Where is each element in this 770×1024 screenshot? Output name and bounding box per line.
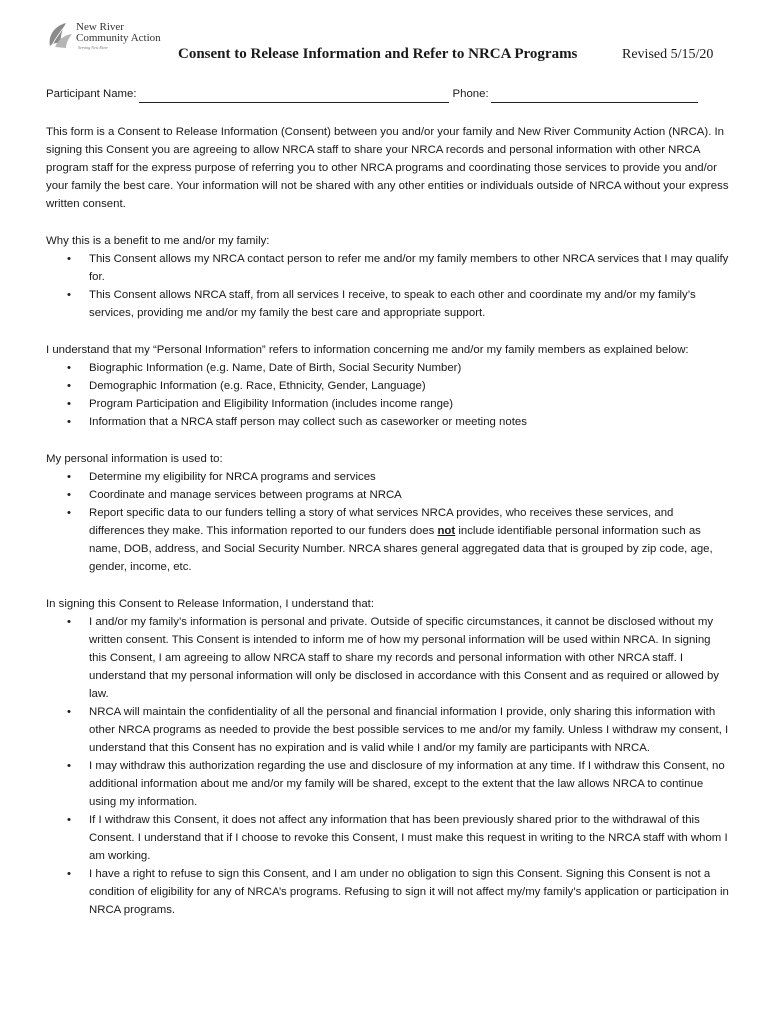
- intro-paragraph: This form is a Consent to Release Information (Consent) between you and/or your family and New River Community Action (NRCA). In signing this Consent you are agreeing to allow NRCA staff to share your NRCA records and personal information with other NRCA program staff for the express purpose of referring you to other NRCA programs and coordinating those services to provide you and/or your family the best care. Your information will not be shared with any other entities or individuals outside of NRCA without your express written consent.: [46, 126, 729, 210]
- participant-name-field: [46, 85, 449, 103]
- logo-tagline: Serving New River: [78, 45, 108, 50]
- list-item: • If I withdraw this Consent, it does not affect any information that has been previously shared prior to the withdrawal of this Consent. I understand that if I choose to revoke this Consent, I must make this request in writing to the NRCA staff with whom I am working.: [46, 811, 730, 865]
- list-item: • I have a right to refuse to sign this Consent, and I am under no obligation to sign this Consent. Signing this Consent is not a condition of eligibility for any of NRCA’s programs. Refusing to sign it will not affect my/my family’s application or participation in NRCA programs.: [46, 865, 730, 919]
- document-body: [46, 85, 730, 919]
- leaf-emblem-icon: [46, 20, 74, 50]
- understanding-section: [46, 595, 730, 919]
- phone-label: Phone:: [452, 88, 489, 100]
- list-item: • This Consent allows my NRCA contact person to refer me and/or my family members to other NRCA services that I may qualify for.: [46, 250, 730, 286]
- benefit-section: [46, 232, 730, 322]
- logo-line-1: New River: [76, 21, 124, 33]
- list-item: • I and/or my family’s information is personal and private. Outside of specific circumstances, it cannot be disclosed without my written consent. This Consent is intended to inform me of how my personal information will be used within NRCA. In signing this Consent, I am agreeing to allow NRCA staff to share my records and personal information with other NRCA staff. I understand that my personal information will only be disclosed in accordance with this Consent and as required or allowed by law.: [46, 613, 730, 703]
- funder-report-text-start: Report specific data to our funders telling a story of what services NRCA provides, who receives these services, and differences they make. This information reported to our funders does: [89, 507, 674, 537]
- usage-section: [46, 450, 730, 576]
- personal-info-list: [46, 359, 730, 431]
- nrca-logo: [46, 18, 171, 52]
- list-item: • Information that a NRCA staff person may collect such as caseworker or meeting notes: [46, 413, 730, 431]
- document-title: Consent to Release Information and Refer to NRCA Programs: [178, 46, 578, 62]
- list-item: • Biographic Information (e.g. Name, Date of Birth, Social Security Number): [46, 359, 730, 377]
- understanding-heading: In signing this Consent to Release Information, I understand that:: [46, 598, 374, 610]
- participant-name-input[interactable]: [139, 90, 449, 103]
- list-item: • This Consent allows NRCA staff, from all services I receive, to speak to each other and coordinate my and/or my family’s services, providing me and/or my family the best care and appropriate support.: [46, 286, 730, 322]
- phone-field: [453, 85, 698, 103]
- usage-heading: My personal information is used to:: [46, 453, 223, 465]
- funder-report-text-end: include identifiable personal information such as name, DOB, address, and Social Security Number. NRCA shares general aggregated data that is grouped by zip code, age, gender, income, etc.: [89, 525, 713, 573]
- list-item: • NRCA will maintain the confidentiality of all the personal and financial information I provide, only sharing this information with other NRCA programs as needed to provide the best possible services to me and/or my family. Unless I withdraw my consent, I understand that this Consent has no expiration and is valid while I and/or my family are participants with NRCA.: [46, 703, 730, 757]
- understanding-list: [46, 613, 730, 919]
- emphasis-not: not: [437, 525, 456, 537]
- list-item: • Determine my eligibility for NRCA programs and services: [46, 468, 730, 486]
- list-item: • Coordinate and manage services between programs at NRCA: [46, 486, 730, 504]
- usage-list: [46, 468, 730, 576]
- phone-input[interactable]: [491, 90, 698, 103]
- list-item: • Demographic Information (e.g. Race, Ethnicity, Gender, Language): [46, 377, 730, 395]
- benefit-list: [46, 250, 730, 322]
- logo-line-2: Community Action: [76, 32, 161, 44]
- revision-date: Revised 5/15/20: [622, 47, 714, 62]
- list-item: [46, 504, 730, 576]
- personal-info-heading: I understand that my “Personal Information” refers to information concerning me and/or my family members as explained below:: [46, 344, 689, 356]
- participant-name-label: Participant Name:: [46, 88, 137, 100]
- participant-fields: [46, 85, 730, 103]
- list-item: • I may withdraw this authorization regarding the use and disclosure of my information at any time. If I withdraw this Consent, no additional information about me and/or my family will be shared, except to the extent that the law allows NRCA to continue using my information.: [46, 757, 730, 811]
- benefit-heading: Why this is a benefit to me and/or my family:: [46, 235, 270, 247]
- personal-info-section: [46, 341, 730, 431]
- list-item: • Program Participation and Eligibility Information (includes income range): [46, 395, 730, 413]
